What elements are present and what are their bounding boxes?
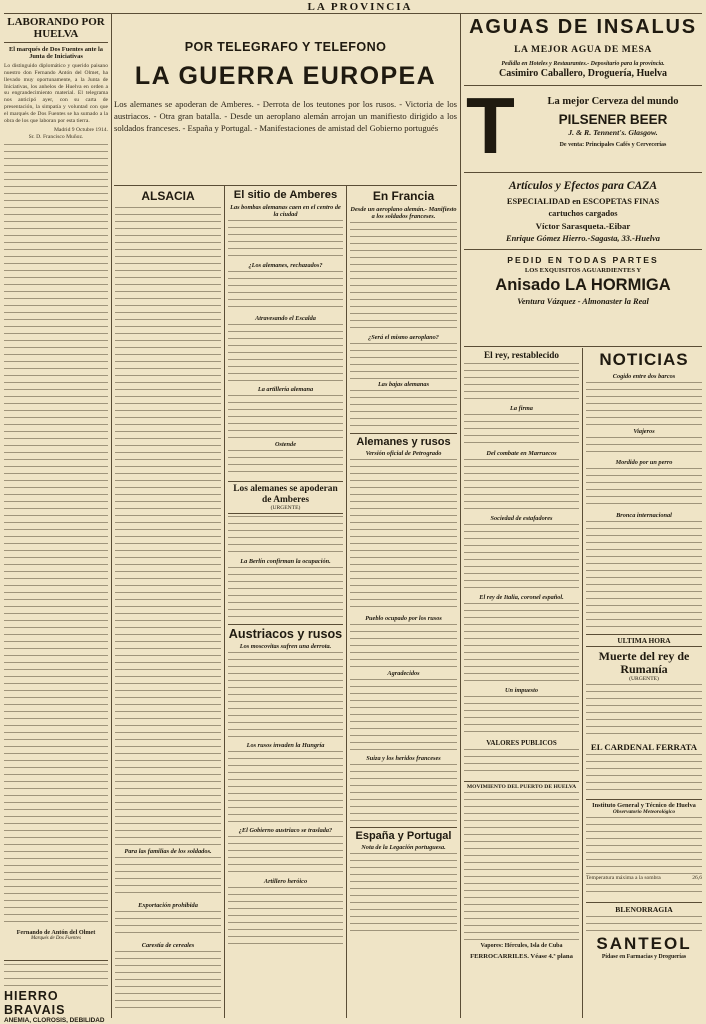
war-headline: LA GUERRA EUROPEA <box>134 62 437 90</box>
espana-portugal-body <box>350 853 457 937</box>
noticias-sub-2-body <box>586 437 702 457</box>
amberes-sub4-body <box>228 395 343 439</box>
espana-portugal-sub: Nota de la Legación portuguesa. <box>361 844 446 851</box>
right-ads <box>464 16 702 344</box>
espana-portugal-title: España y Portugal <box>350 827 457 842</box>
alsacia-sub2-body <box>115 911 221 939</box>
alemanes-rusos-sub1-body <box>350 459 457 613</box>
noticias-sub-1-body <box>586 382 702 426</box>
movimiento-title: MOVIMIENTO DEL PUERTO DE HUELVA <box>464 781 579 790</box>
hormiga-line-1: PEDID EN TODAS PARTES <box>507 255 659 265</box>
insalus-title: AGUAS DE INSALUS <box>469 16 697 38</box>
column-rule-1 <box>111 14 112 1018</box>
caza-line-3: Víctor Sarasqueta.-Eibar <box>535 221 631 231</box>
left-column <box>4 16 108 1020</box>
center-column-2 <box>228 189 343 1022</box>
caza-title: Artículos y Efectos para CAZA <box>508 179 658 192</box>
alemanes-rusos-sub2-body <box>350 624 457 668</box>
noticias-title: NOTICIAS <box>599 350 689 369</box>
insalus-line: Pedidla en Hoteles y Restaurantes.- Depositario para la provincia. <box>501 61 665 67</box>
instituto-title: Instituto General y Técnico de Huelva <box>586 799 702 809</box>
rey-sub-2: Del combate en Marruecos <box>486 450 557 457</box>
war-deck: Los alemanes se apoderan de Amberes. - Derrota de los teutones por los rusos. - Victoria de los austriacos. - Otra gran batalla. - Desde un aeroplano alemán arrojan un manifiesto dirigido a los soldados franceses. - España y Portugal. - Manifestaciones de amistad del Gobierno portugués <box>114 99 457 133</box>
rey-sub-4-body <box>464 603 579 685</box>
austriacos-sub2-body <box>228 751 343 825</box>
rey-sub-2-body <box>464 459 579 513</box>
left-article-body <box>4 144 108 926</box>
alsacia-sub2: Exportación prohibida <box>138 902 198 909</box>
column-rule-5 <box>582 348 583 1018</box>
top-rule <box>4 13 702 14</box>
observatorio-table <box>586 817 702 875</box>
austriacos-title: Austriacos y rusos <box>228 624 343 641</box>
temperatura-extra <box>586 884 702 898</box>
pilsener-line-4: De venta: Principales Cafés y Cervecerías <box>559 142 667 148</box>
amberes-sub5: Ostende <box>275 441 296 448</box>
amberes-box-title: Los alemanes se apoderan de Amberes <box>233 484 338 505</box>
muerte-sub: (URGENTE) <box>629 676 659 682</box>
alsacia-title: ALSACIA <box>141 189 195 203</box>
insalus-subtitle: LA MEJOR AGUA DE MESA <box>514 44 652 55</box>
temperatura-value: 26,6 <box>692 875 702 881</box>
war-kicker: POR TELEGRAFO Y TELEFONO <box>184 40 387 54</box>
amberes-title: El sitio de Amberes <box>233 189 338 201</box>
alemanes-rusos-sub4-body <box>350 764 457 824</box>
austriacos-sub1-body <box>228 652 343 740</box>
noticias-sub-4: Bronca internacional <box>616 512 672 519</box>
valores-table <box>464 749 579 777</box>
noticias-sub-3: Mordido por un perro <box>615 459 673 466</box>
santeol-title: SANTEOL <box>596 933 692 953</box>
francia-sub1: Desde un aeroplano alemán.- Manifiesto a los soldados franceses. <box>350 206 457 220</box>
cardenal-title: EL CARDENAL FERRATA <box>590 742 698 752</box>
noticias-sub-3-body <box>586 468 702 510</box>
alsacia-sub3: Carestía de cereales <box>141 942 195 949</box>
right-news-column-b <box>586 350 702 1022</box>
left-article-subtitle: El marqués de Dos Fuentes ante la Junta de Iniciativas <box>9 46 103 61</box>
pilsener-line-2: PILSENER BEER <box>558 112 668 127</box>
francia-sub2-body <box>350 343 457 379</box>
alemanes-rusos-title: Alemanes y rusos <box>350 433 457 448</box>
blenorragia-body <box>586 916 702 932</box>
hierro-bravais-ad <box>4 960 108 1024</box>
pilsener-line-3: J. & R. Tennent's. Glasgow. <box>568 128 658 137</box>
observatorio-title: Observatorio Meteorológico <box>612 809 676 815</box>
amberes-sub1-body <box>228 220 343 260</box>
muerte-body <box>586 684 702 740</box>
rey-sub-3: Sociedad de estafadores <box>490 515 553 522</box>
blenorragia-title: BLENORRAGIA <box>586 902 702 914</box>
santeol-line: Pídase en Farmacias y Droguerías <box>601 953 687 960</box>
column-rule-2 <box>224 186 225 1018</box>
caza-line-4: Enrique Gómez Hierro.-Sagasta, 33.-Huelva <box>505 234 660 243</box>
alsacia-sub1: Para las familias de los soldados. <box>124 848 212 855</box>
alemanes-rusos-sub2: Pueblo ocupado por los rusos <box>365 615 442 622</box>
ultima-hora-label: ULTIMA HORA <box>586 634 702 647</box>
column-rule-3 <box>346 186 347 1018</box>
rey-sub-5: Un impuesto <box>504 687 539 694</box>
hierro-bravais-subtitle: ANEMIA, CLOROSIS, DEBILIDAD <box>4 1017 105 1024</box>
francia-sub2: ¿Será el mismo aeroplano? <box>368 334 439 341</box>
noticias-sub-1: Cogido entre dos barcos <box>612 373 676 380</box>
hormiga-line-3: Anisado LA HORMIGA <box>495 276 671 294</box>
banner-rule <box>114 185 457 186</box>
rey-sub-1: La firma <box>510 405 533 412</box>
muerte-title: Muerte del rey de Rumanía <box>598 649 690 676</box>
amberes-sub3-body <box>228 324 343 384</box>
alsacia-sub3-body <box>115 951 221 1011</box>
column-rule-4 <box>460 14 461 1018</box>
center-column-1 <box>115 189 221 1022</box>
hierro-bravais-title: HIERRO BRAVAIS <box>4 989 66 1017</box>
alsacia-body <box>115 207 221 845</box>
noticias-sub-2: Viajeros <box>633 428 655 435</box>
austriacos-sub3: ¿El Gobierno austriaco se traslada? <box>238 827 333 835</box>
austriacos-sub4: Artillero heróico <box>263 878 308 886</box>
alsacia-sub1-body <box>115 857 221 899</box>
amberes-sub2-body <box>228 271 343 313</box>
rey-sub-4: El rey de Italia, coronel español. <box>479 594 564 601</box>
temperatura-row <box>586 875 702 882</box>
francia-sub3-body <box>350 390 457 430</box>
alemanes-rusos-sub1: Versión oficial de Petrogrado <box>365 450 442 457</box>
francia-title: En Francia <box>372 189 435 203</box>
alemanes-rusos-sub4: Suiza y los heridos franceses <box>366 755 441 762</box>
movimiento-body <box>464 792 579 942</box>
rey-restablecido-body <box>464 363 579 403</box>
austriacos-sub2: Los rusos invaden la Hungría <box>246 742 325 750</box>
ads-rule <box>464 346 702 347</box>
austriacos-sub3-body <box>228 836 343 876</box>
austriacos-sub4-body <box>228 887 343 947</box>
war-banner <box>114 16 457 184</box>
amberes-sub5-body <box>228 450 343 478</box>
left-article-salutation: Sr. D. Francisco Muñoz. <box>28 133 84 140</box>
left-article-signature: Fernando de Antón del Olmet <box>16 928 96 936</box>
temperatura-label: Temperatura máxima a la sombra <box>586 875 661 881</box>
left-article-signature-title: Marqués de Dos Fuentes <box>31 935 81 941</box>
noticias-sub-4-body <box>586 521 702 631</box>
left-article-title: LABORANDO POR HUELVA <box>4 16 108 43</box>
left-article-intro: Lo distinguido diplomático y querido paisano nuestro don Fernando Antón del Olmet, ha llevado muy oportunamente, a la Junta de Iniciativas, los anhelos de Huelva en orden a su engrandecimiento material. El telegrama nos anticipó ayer, con su carta de presentación, la simpatía y voluntad con que el marqués de Dos Fuentes se ha sumado a la obra de los que laboran por esta tierra. <box>4 62 108 125</box>
amberes-sub2: ¿Los alemanes, rechazados? <box>248 262 323 269</box>
amberes-box-body <box>228 516 343 556</box>
center-column-3 <box>350 189 457 1022</box>
hormiga-line-4: Ventura Vázquez - Almonaster la Real <box>517 297 649 306</box>
francia-sub3: Las bajas alemanas <box>377 381 430 388</box>
rey-restablecido-title: El rey, restablecido <box>484 350 559 360</box>
right-news-column-a <box>464 350 579 1022</box>
rey-sub-5-body <box>464 696 579 736</box>
caza-line-2: cartuchos cargados <box>548 209 618 218</box>
rey-sub-1-body <box>464 414 579 448</box>
cardenal-body <box>586 754 702 796</box>
hormiga-line-2: LOS EXQUISITOS AGUARDIENTES Y <box>524 267 642 274</box>
pilsener-line-1: La mejor Cerveza del mundo <box>547 96 679 107</box>
left-article-date: Madrid 9 Octubre 1914. <box>53 126 108 133</box>
masthead: LA PROVINCIA <box>307 1 413 13</box>
pilsener-t-logo: T <box>466 81 515 170</box>
pilsener-ad <box>464 81 702 170</box>
ferrocarriles-line: FERROCARRILES. Véase 4.ª plana <box>470 953 573 960</box>
valores-title: VALORES PUBLICOS <box>486 739 557 747</box>
amberes-sub3: Atravesando el Escalda <box>255 315 316 322</box>
amberes-sub1: Las bombas alemanas caen en el centro de la ciudad <box>230 204 341 218</box>
francia-sub1-body <box>350 222 457 332</box>
insalus-name: Casimiro Caballero, Droguería, Huelva <box>498 68 668 79</box>
alemanes-rusos-sub3: Agradecidos <box>387 670 420 677</box>
caza-line-1: ESPECIALIDAD en ESCOPETAS FINAS <box>506 197 660 206</box>
amberes-sub4: La artillería alemana <box>257 386 314 393</box>
alemanes-rusos-sub3-body <box>350 679 457 753</box>
amberes-box-sub: (URGENTE) <box>270 505 301 512</box>
amberes-sub6: La Berlín confirman la ocupación. <box>240 558 331 566</box>
amberes-sub6-body <box>228 567 343 621</box>
rey-sub-3-body <box>464 524 579 592</box>
vapores-line: Vapores: Hércules, Isla de Cuba <box>480 943 563 949</box>
austriacos-sub1: Los moscovitas sufren una derrota. <box>239 643 332 651</box>
